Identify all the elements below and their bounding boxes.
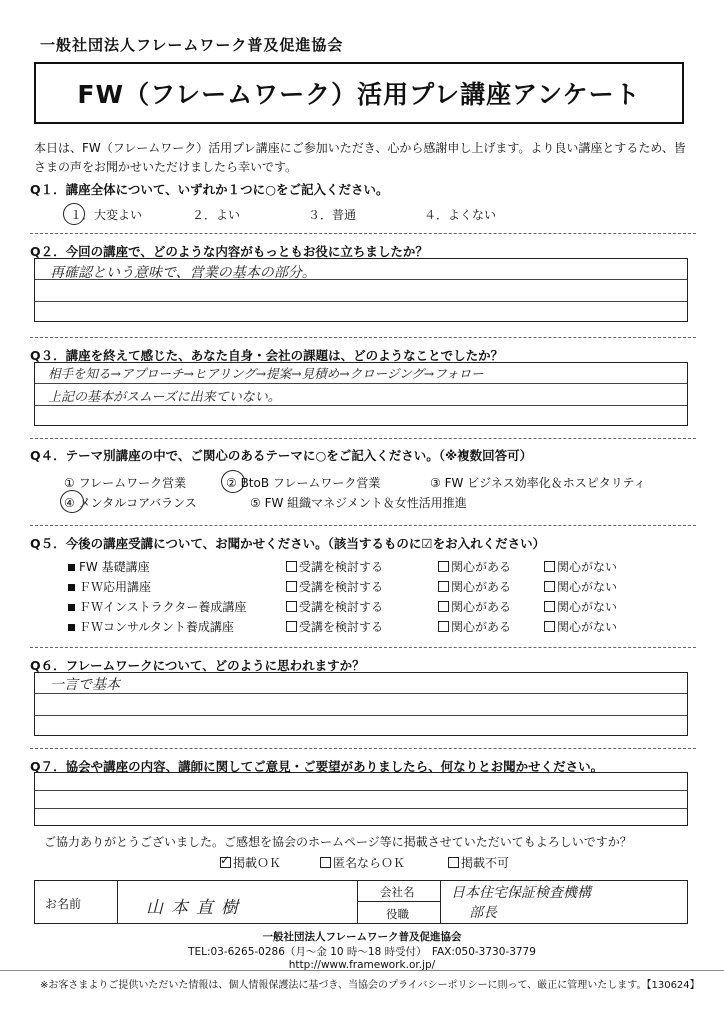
checkbox-icon[interactable] [544, 581, 555, 592]
q4-selected-circle-2 [221, 470, 245, 493]
q4-option-1[interactable]: ① フレームワーク営業 [64, 476, 187, 490]
separator [30, 748, 696, 749]
course-consultant-not-interested[interactable]: 関心がない [544, 618, 617, 635]
q4-option-4[interactable]: ④ メンタルコアバランス [64, 496, 197, 510]
consent-ok[interactable]: ✓掲載ＯＫ [220, 854, 281, 871]
title-box [34, 62, 684, 124]
footer-org: 一般社団法人フレームワーク普及促進協会 [262, 931, 462, 943]
course-applied-not-interested[interactable]: 関心がない [544, 578, 617, 595]
checkbox-checked-icon[interactable] [220, 857, 231, 868]
q7-answer-box[interactable] [34, 772, 688, 826]
course-instructor-interested[interactable]: 関心がある [438, 598, 511, 615]
bullet-icon [68, 584, 75, 591]
q1-option-1[interactable]: １．大変よい [70, 208, 143, 222]
checkbox-icon[interactable] [544, 561, 555, 572]
course-fw-instructor: ＦＷインストラクター養成講座 [68, 598, 246, 615]
separator [30, 438, 696, 439]
checkbox-icon[interactable] [438, 581, 449, 592]
checkbox-icon[interactable] [286, 561, 297, 572]
name-label-cell [34, 880, 118, 924]
company-label-cell [357, 880, 441, 902]
q1-selected-circle [63, 203, 85, 225]
name-value-cell[interactable] [117, 880, 358, 924]
checkbox-icon[interactable] [286, 581, 297, 592]
q3-label: Q３．講座を終えて感じた、あなた自身・会社の課題は、どのようなことでしたか？ [30, 348, 504, 363]
course-applied-interested[interactable]: 関心がある [438, 578, 511, 595]
course-fw-basic: FW 基礎講座 [68, 558, 150, 575]
course-basic-not-interested[interactable]: 関心がない [544, 558, 617, 575]
course-basic-interested[interactable]: 関心がある [438, 558, 511, 575]
checkbox-icon[interactable] [544, 621, 555, 632]
checkbox-icon[interactable] [438, 621, 449, 632]
footer-url[interactable]: http://www.framework.or.jp/ [288, 959, 436, 971]
intro-text: 本日は、FW（フレームワーク）活用プレ講座にご参加いただき、心から感謝申し上げます。より良い講座とするため、皆さまの声をお聞かせいただけましたら幸いです。 [34, 141, 686, 174]
q2-handwritten-answer: 再確認という意味で、営業の基本の部分。 [50, 265, 316, 281]
position-value: 部長 [469, 905, 497, 921]
bullet-icon [68, 604, 75, 611]
checkbox-icon[interactable] [286, 621, 297, 632]
q1-option-4[interactable]: ４．よくない [424, 208, 497, 222]
course-consultant-interested[interactable]: 関心がある [438, 618, 511, 635]
company-label: 会社名 [380, 885, 415, 899]
company-value-cell[interactable] [440, 880, 688, 924]
bullet-icon [68, 624, 75, 631]
privacy-note: ※お客さまよりご提供いただいた情報は、個人情報保護法に基づき、当協会のプライバシーポリシーに則って、厳正に管理いたします。【130624】 [40, 980, 700, 991]
footer-divider [0, 970, 724, 971]
q7-label: Q７．協会や講座の内容、講師に関してご意見・ご要望がありましたら、何なりとお聞かせください。 [30, 759, 604, 774]
rule-line [35, 693, 687, 694]
course-consultant-consider[interactable]: 受講を検討する [286, 618, 383, 635]
checkbox-icon[interactable] [320, 857, 331, 868]
course-fw-consultant: ＦＷコンサルタント養成講座 [68, 618, 234, 635]
q4-selected-circle-4 [60, 490, 84, 513]
separator [30, 647, 696, 648]
separator [30, 233, 696, 234]
checkbox-icon[interactable] [448, 857, 459, 868]
q3-handwritten-line-2: 上記の基本がスムーズに出来ていない。 [48, 390, 281, 405]
rule-line [35, 808, 687, 809]
position-label: 役職 [386, 907, 409, 921]
q4-option-5[interactable]: ⑤ FW 組織マネジメント＆女性活用推進 [250, 496, 467, 510]
consent-not-ok[interactable]: 掲載不可 [448, 854, 509, 871]
rule-line [35, 790, 687, 791]
company-value: 日本住宅保証検査機構 [451, 885, 591, 901]
rule-line [35, 715, 687, 716]
bullet-icon [68, 564, 75, 571]
q6-handwritten-answer: 一言で基本 [50, 677, 120, 693]
organization-name: 一般社団法人フレームワーク普及促進協会 [40, 36, 344, 54]
survey-title: FW（フレームワーク）活用プレ講座アンケート [77, 80, 641, 109]
name-value: 山本直樹 [146, 898, 246, 918]
checkbox-icon[interactable] [544, 601, 555, 612]
rule-line [35, 301, 687, 302]
q6-answer-box[interactable] [34, 672, 688, 736]
q1-option-2[interactable]: ２．よい [192, 208, 241, 222]
rule-line [35, 383, 687, 384]
course-instructor-not-interested[interactable]: 関心がない [544, 598, 617, 615]
checkbox-icon[interactable] [438, 601, 449, 612]
name-label: お名前 [45, 897, 82, 911]
q5-label: Q５．今後の講座受講について、お聞かせください。（該当するものに☑をお入れください） [30, 536, 546, 551]
q3-handwritten-line-1: 相手を知る→アプローチ→ヒアリング→提案→見積め→クロージング→フォロー [48, 366, 484, 381]
separator [30, 525, 696, 526]
course-instructor-consider[interactable]: 受講を検討する [286, 598, 383, 615]
separator [30, 337, 696, 338]
consent-anonymous-ok[interactable]: 匿名ならＯＫ [320, 854, 405, 871]
checkbox-icon[interactable] [438, 561, 449, 572]
q2-label: Q２．今回の講座で、どのような内容がもっともお役に立ちましたか？ [30, 244, 428, 259]
q1-option-3[interactable]: ３．普通 [308, 208, 357, 222]
rule-line [35, 405, 687, 406]
course-applied-consider[interactable]: 受講を検討する [286, 578, 383, 595]
q4-option-2[interactable]: ② BtoB フレームワーク営業 [226, 476, 381, 490]
course-fw-applied: ＦＷ応用講座 [68, 578, 151, 595]
consent-question: ご協力ありがとうございました。ご感想を協会のホームページ等に掲載させていただいてもよろしいですか？ [44, 835, 632, 849]
footer-contact: TEL:03-6265-0286（月～金 10 時～18 時受付） FAX:050-3730-3779 [188, 946, 536, 958]
course-basic-consider[interactable]: 受講を検討する [286, 558, 383, 575]
q6-label: Q６．フレームワークについて、どのように思われますか？ [30, 658, 365, 673]
q4-label: Q４．テーマ別講座の中で、ご関心のあるテーマに○をご記入ください。（※複数回答可） [30, 448, 533, 463]
q4-option-3[interactable]: ③ FW ビジネス効率化＆ホスピタリティ [430, 476, 646, 490]
position-label-cell [357, 901, 441, 924]
checkbox-icon[interactable] [286, 601, 297, 612]
q1-label: Q１．講座全体について、いずれか１つに○をご記入ください。 [30, 182, 389, 197]
